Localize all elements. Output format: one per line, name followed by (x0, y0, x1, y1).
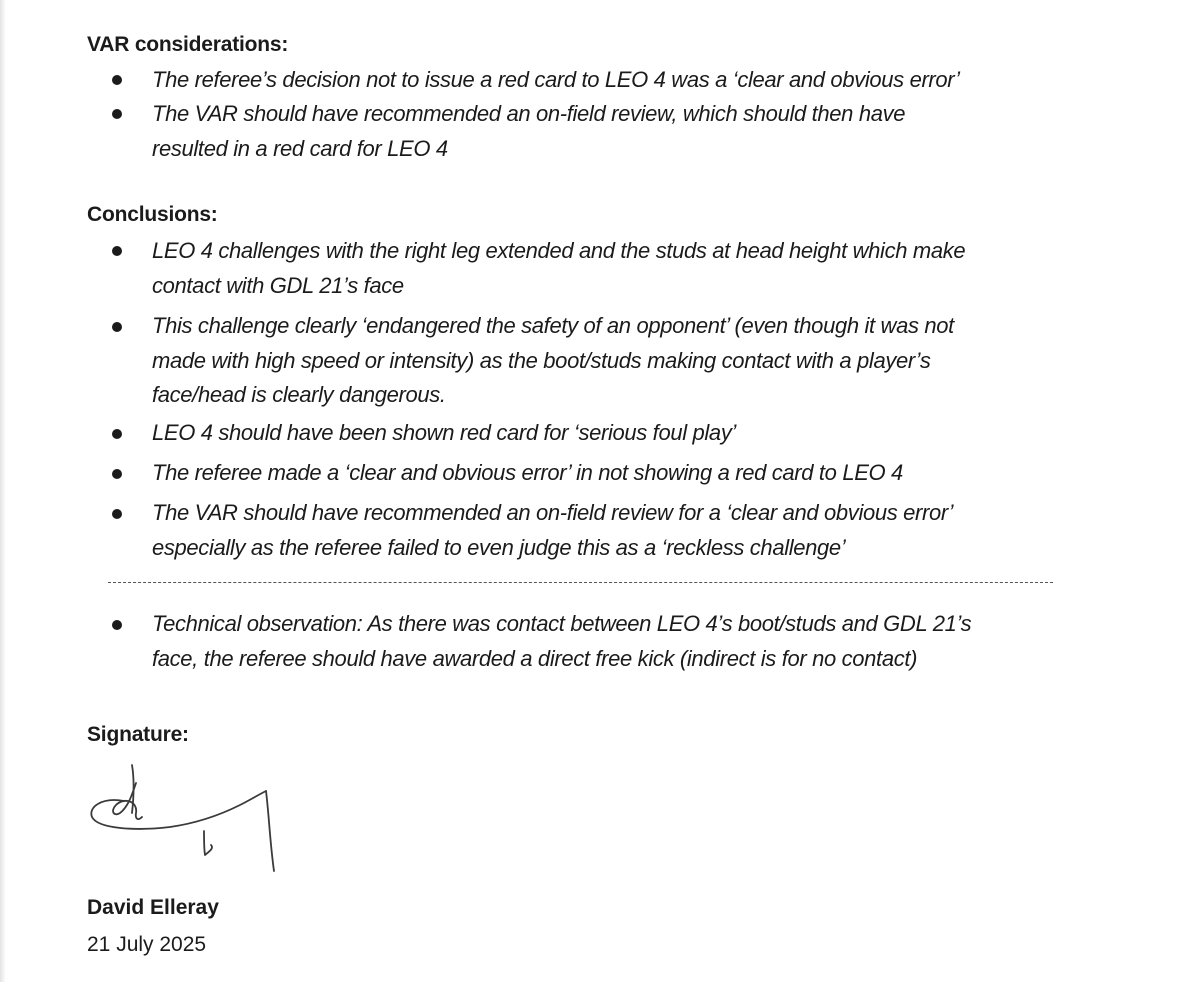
text-line: contact with GDL 21’s face (152, 272, 404, 298)
var-item-1 (152, 63, 960, 98)
handwritten-signature-image (80, 755, 300, 880)
signature-label: Signature: (87, 723, 189, 746)
text-line: LEO 4 should have been shown red card for ‘serious foul play’ (152, 420, 737, 445)
bullet-dot (112, 429, 122, 439)
bullet-dot (112, 620, 122, 630)
conclusion-item-3 (152, 416, 736, 451)
var-item-2 (152, 97, 905, 166)
text-line: Technical observation: As there was contact between LEO 4’s boot/studs and GDL 21’s (152, 611, 972, 636)
text-line: face/head is clearly dangerous. (152, 382, 446, 407)
text-line: This challenge clearly ‘endangered the safety of an opponent’ (even though it was not (152, 313, 954, 338)
dashed-separator (108, 582, 1053, 583)
text-line: resulted in a red card for LEO 4 (152, 135, 448, 161)
bullet-dot (112, 75, 122, 85)
bullet-dot (112, 109, 122, 119)
signatory-name: David Elleray (87, 896, 219, 919)
conclusion-item-2 (152, 309, 954, 413)
conclusions-heading: Conclusions: (87, 203, 218, 226)
text-line: The referee made a ‘clear and obvious error’ in not showing a red card to LEO 4 (152, 460, 903, 485)
conclusion-item-5 (152, 496, 953, 565)
text-line: The VAR should have recommended an on-field review, which should then have (152, 101, 906, 126)
text-line: The referee’s decision not to issue a red card to LEO 4 was a ‘clear and obvious error’ (152, 67, 960, 92)
text-line: The VAR should have recommended an on-field review for a ‘clear and obvious error’ (152, 500, 954, 525)
text-line: especially as the referee failed to even judge this as a ‘reckless challenge’ (152, 534, 846, 560)
bullet-dot (112, 246, 122, 256)
text-line: LEO 4 challenges with the right leg extended and the studs at head height which make (152, 238, 966, 263)
conclusion-item-4 (152, 456, 903, 491)
bullet-dot (112, 469, 122, 479)
text-line: face, the referee should have awarded a direct free kick (indirect is for no contact) (152, 645, 918, 671)
signature-date: 21 July 2025 (87, 933, 207, 956)
page-edge-shadow (0, 0, 6, 982)
bullet-dot (112, 322, 122, 332)
technical-observation-item (152, 607, 971, 676)
var-considerations-heading: VAR considerations: (87, 33, 289, 56)
conclusion-item-1 (152, 234, 965, 303)
bullet-dot (112, 509, 122, 519)
text-line: made with high speed or intensity) as the boot/studs making contact with a player’s (152, 347, 931, 373)
